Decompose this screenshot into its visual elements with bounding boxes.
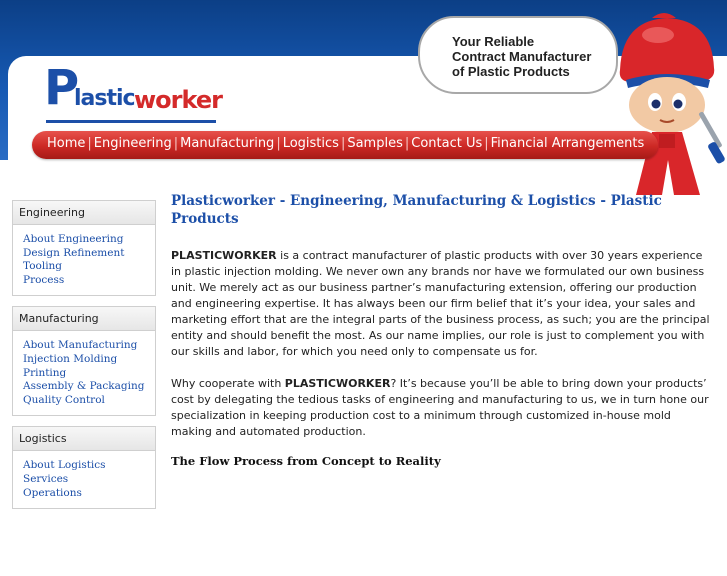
sidebar-link-design-refinement[interactable]: Design Refinement (23, 246, 125, 259)
sidebar-link-printing[interactable]: Printing (23, 366, 67, 379)
main-content (171, 192, 711, 468)
intro-paragraph (171, 248, 711, 360)
nav-contact-us[interactable]: Contact Us (411, 136, 483, 151)
worker-mascot-icon (612, 10, 727, 195)
logo-plastic: lastic (74, 86, 135, 111)
sidebar-link-operations[interactable]: Operations (23, 486, 82, 499)
nav-separator: | (404, 136, 410, 151)
nav-separator: | (340, 136, 346, 151)
nav-logistics[interactable]: Logistics (282, 136, 339, 151)
sidebar-link-quality-control[interactable]: Quality Control (23, 393, 105, 406)
nav-financial-arrangements[interactable]: Financial Arrangements (490, 136, 645, 151)
logo-worker: worker (134, 86, 222, 114)
why-text: ? It’s because you’ll be able to bring down your products’ cost by delegating the tedious tasks of engineering and manufacturing to us, we in turn hone our specialization in keeping production cost to a minimum through customized in-house mold making and automated production. (171, 377, 709, 438)
sidebar-link-about-manufacturing[interactable]: About Manufacturing (23, 339, 138, 352)
sidebar-link-tooling[interactable]: Tooling (23, 260, 63, 273)
sidebar-manufacturing-box (12, 306, 156, 416)
nav-engineering[interactable]: Engineering (93, 136, 172, 151)
sidebar-manufacturing-title: Manufacturing (13, 307, 155, 331)
intro-text: is a contract manufacturer of plastic products with over 30 years experience in plastic injection molding. We never own any brands nor have we formulated our own business unit. We merely act as our business partner’s manufacturing extension, offering our production and engineering expertise. It has always been our firm belief that it’s your idea, your sales and marketing effort that are the integral parts of the business process, as such; you are the principal entity and should benefit the most. As our name implies, our role is just to complement you with our skills and labor, for which you need only to compensate us for. (171, 249, 710, 358)
flow-process-heading: The Flow Process from Concept to Reality (171, 454, 441, 468)
nav-separator: | (484, 136, 489, 151)
sidebar-engineering-box (12, 200, 156, 296)
sidebar-link-assembly-packaging[interactable]: Assembly & Packaging (23, 380, 145, 393)
tagline (452, 34, 602, 79)
nav-manufacturing[interactable]: Manufacturing (180, 136, 275, 151)
tagline-line-2: Contract Manufacturer (452, 49, 592, 64)
sidebar-link-about-logistics[interactable]: About Logistics (23, 459, 106, 472)
nav-home[interactable]: Home (47, 136, 86, 151)
sidebar-link-services[interactable]: Services (23, 472, 69, 485)
nav-separator: | (173, 136, 179, 151)
tagline-line-1: Your Reliable (452, 34, 535, 49)
sidebar-link-about-engineering[interactable]: About Engineering (23, 233, 124, 245)
sidebar-engineering-title: Engineering (13, 201, 155, 225)
sidebar-link-process[interactable]: Process (23, 273, 65, 286)
nav-separator: | (87, 136, 92, 151)
nav-samples[interactable]: Samples (347, 136, 403, 151)
logo-underline (46, 120, 216, 123)
sidebar-logistics-title: Logistics (13, 427, 155, 451)
sidebar-link-injection-molding[interactable]: Injection Molding (23, 352, 118, 365)
why-paragraph (171, 376, 711, 440)
page-title: Plasticworker - Engineering, Manufacturing & Logistics - Plastic Products (171, 193, 662, 227)
sidebar (12, 200, 156, 519)
nav-separator: | (276, 136, 281, 151)
why-brand: PLASTICWORKER (284, 377, 391, 390)
logo-p: P (44, 60, 80, 116)
why-pre: Why cooperate with (171, 377, 285, 390)
tagline-line-3: of Plastic Products (452, 64, 570, 79)
sidebar-logistics-box (12, 426, 156, 509)
intro-brand: PLASTICWORKER (171, 249, 277, 262)
main-navigation (32, 131, 658, 159)
